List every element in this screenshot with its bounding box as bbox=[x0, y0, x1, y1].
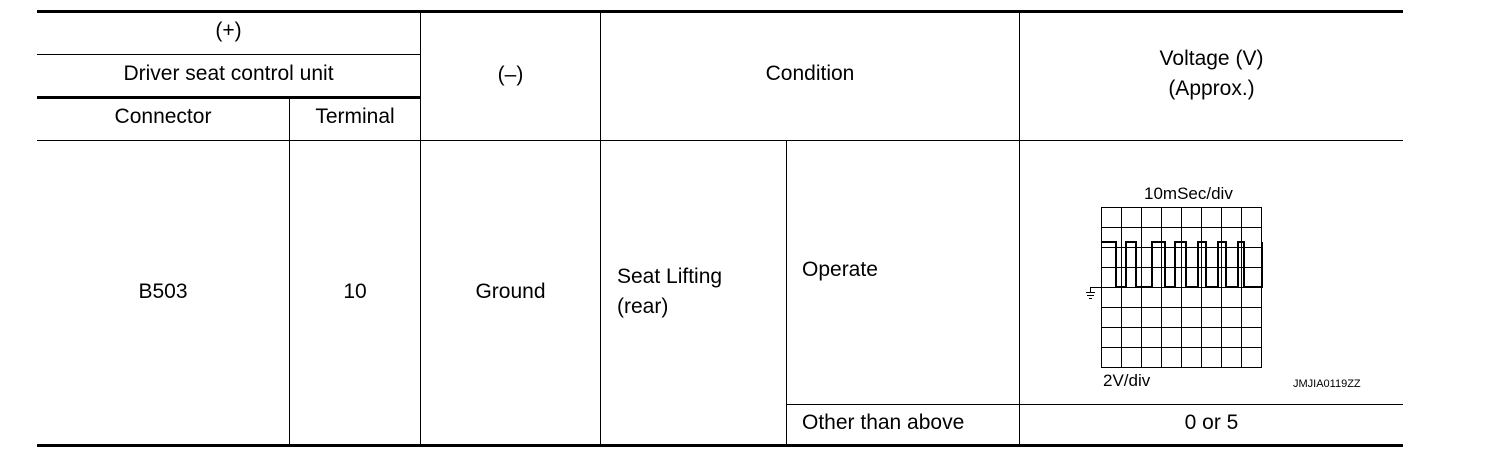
header-connector: Connector bbox=[114, 105, 212, 128]
oscilloscope-waveform bbox=[1078, 200, 1278, 400]
header-divider-2 bbox=[37, 96, 420, 99]
condition-divider bbox=[786, 404, 1403, 405]
cell-terminal: 10 bbox=[343, 280, 367, 303]
col-divider-subcondition bbox=[786, 141, 787, 446]
col-divider-terminal bbox=[289, 97, 290, 446]
cell-ground: Ground bbox=[475, 280, 546, 303]
header-terminal: Terminal bbox=[315, 105, 395, 128]
cell-item-line1: Seat Lifting bbox=[617, 265, 723, 288]
header-condition: Condition bbox=[765, 62, 855, 85]
cell-voltage-other: 0 or 5 bbox=[1184, 411, 1239, 434]
header-plus: (+) bbox=[215, 19, 242, 42]
cell-condition-other: Other than above bbox=[802, 411, 965, 434]
header-voltage-line1: Voltage (V) bbox=[1159, 47, 1264, 70]
header-unit: Driver seat control unit bbox=[123, 62, 334, 85]
cell-item-line2: (rear) bbox=[617, 295, 669, 318]
scope-figure-code: JMJIA0119ZZ bbox=[1293, 378, 1361, 390]
scope-time-div: 10mSec/div bbox=[1144, 184, 1233, 203]
cell-connector: B503 bbox=[138, 280, 188, 303]
header-divider-1 bbox=[37, 54, 420, 55]
table-top-rule bbox=[37, 10, 1403, 13]
header-voltage-line2: (Approx.) bbox=[1168, 77, 1255, 100]
scope-volt-div: 2V/div bbox=[1103, 371, 1151, 390]
header-bottom-rule bbox=[37, 140, 1403, 141]
ground-symbol-icon bbox=[1086, 287, 1102, 299]
table-bottom-rule bbox=[37, 444, 1403, 447]
header-minus: (–) bbox=[497, 63, 524, 86]
cell-condition-operate: Operate bbox=[802, 258, 878, 281]
